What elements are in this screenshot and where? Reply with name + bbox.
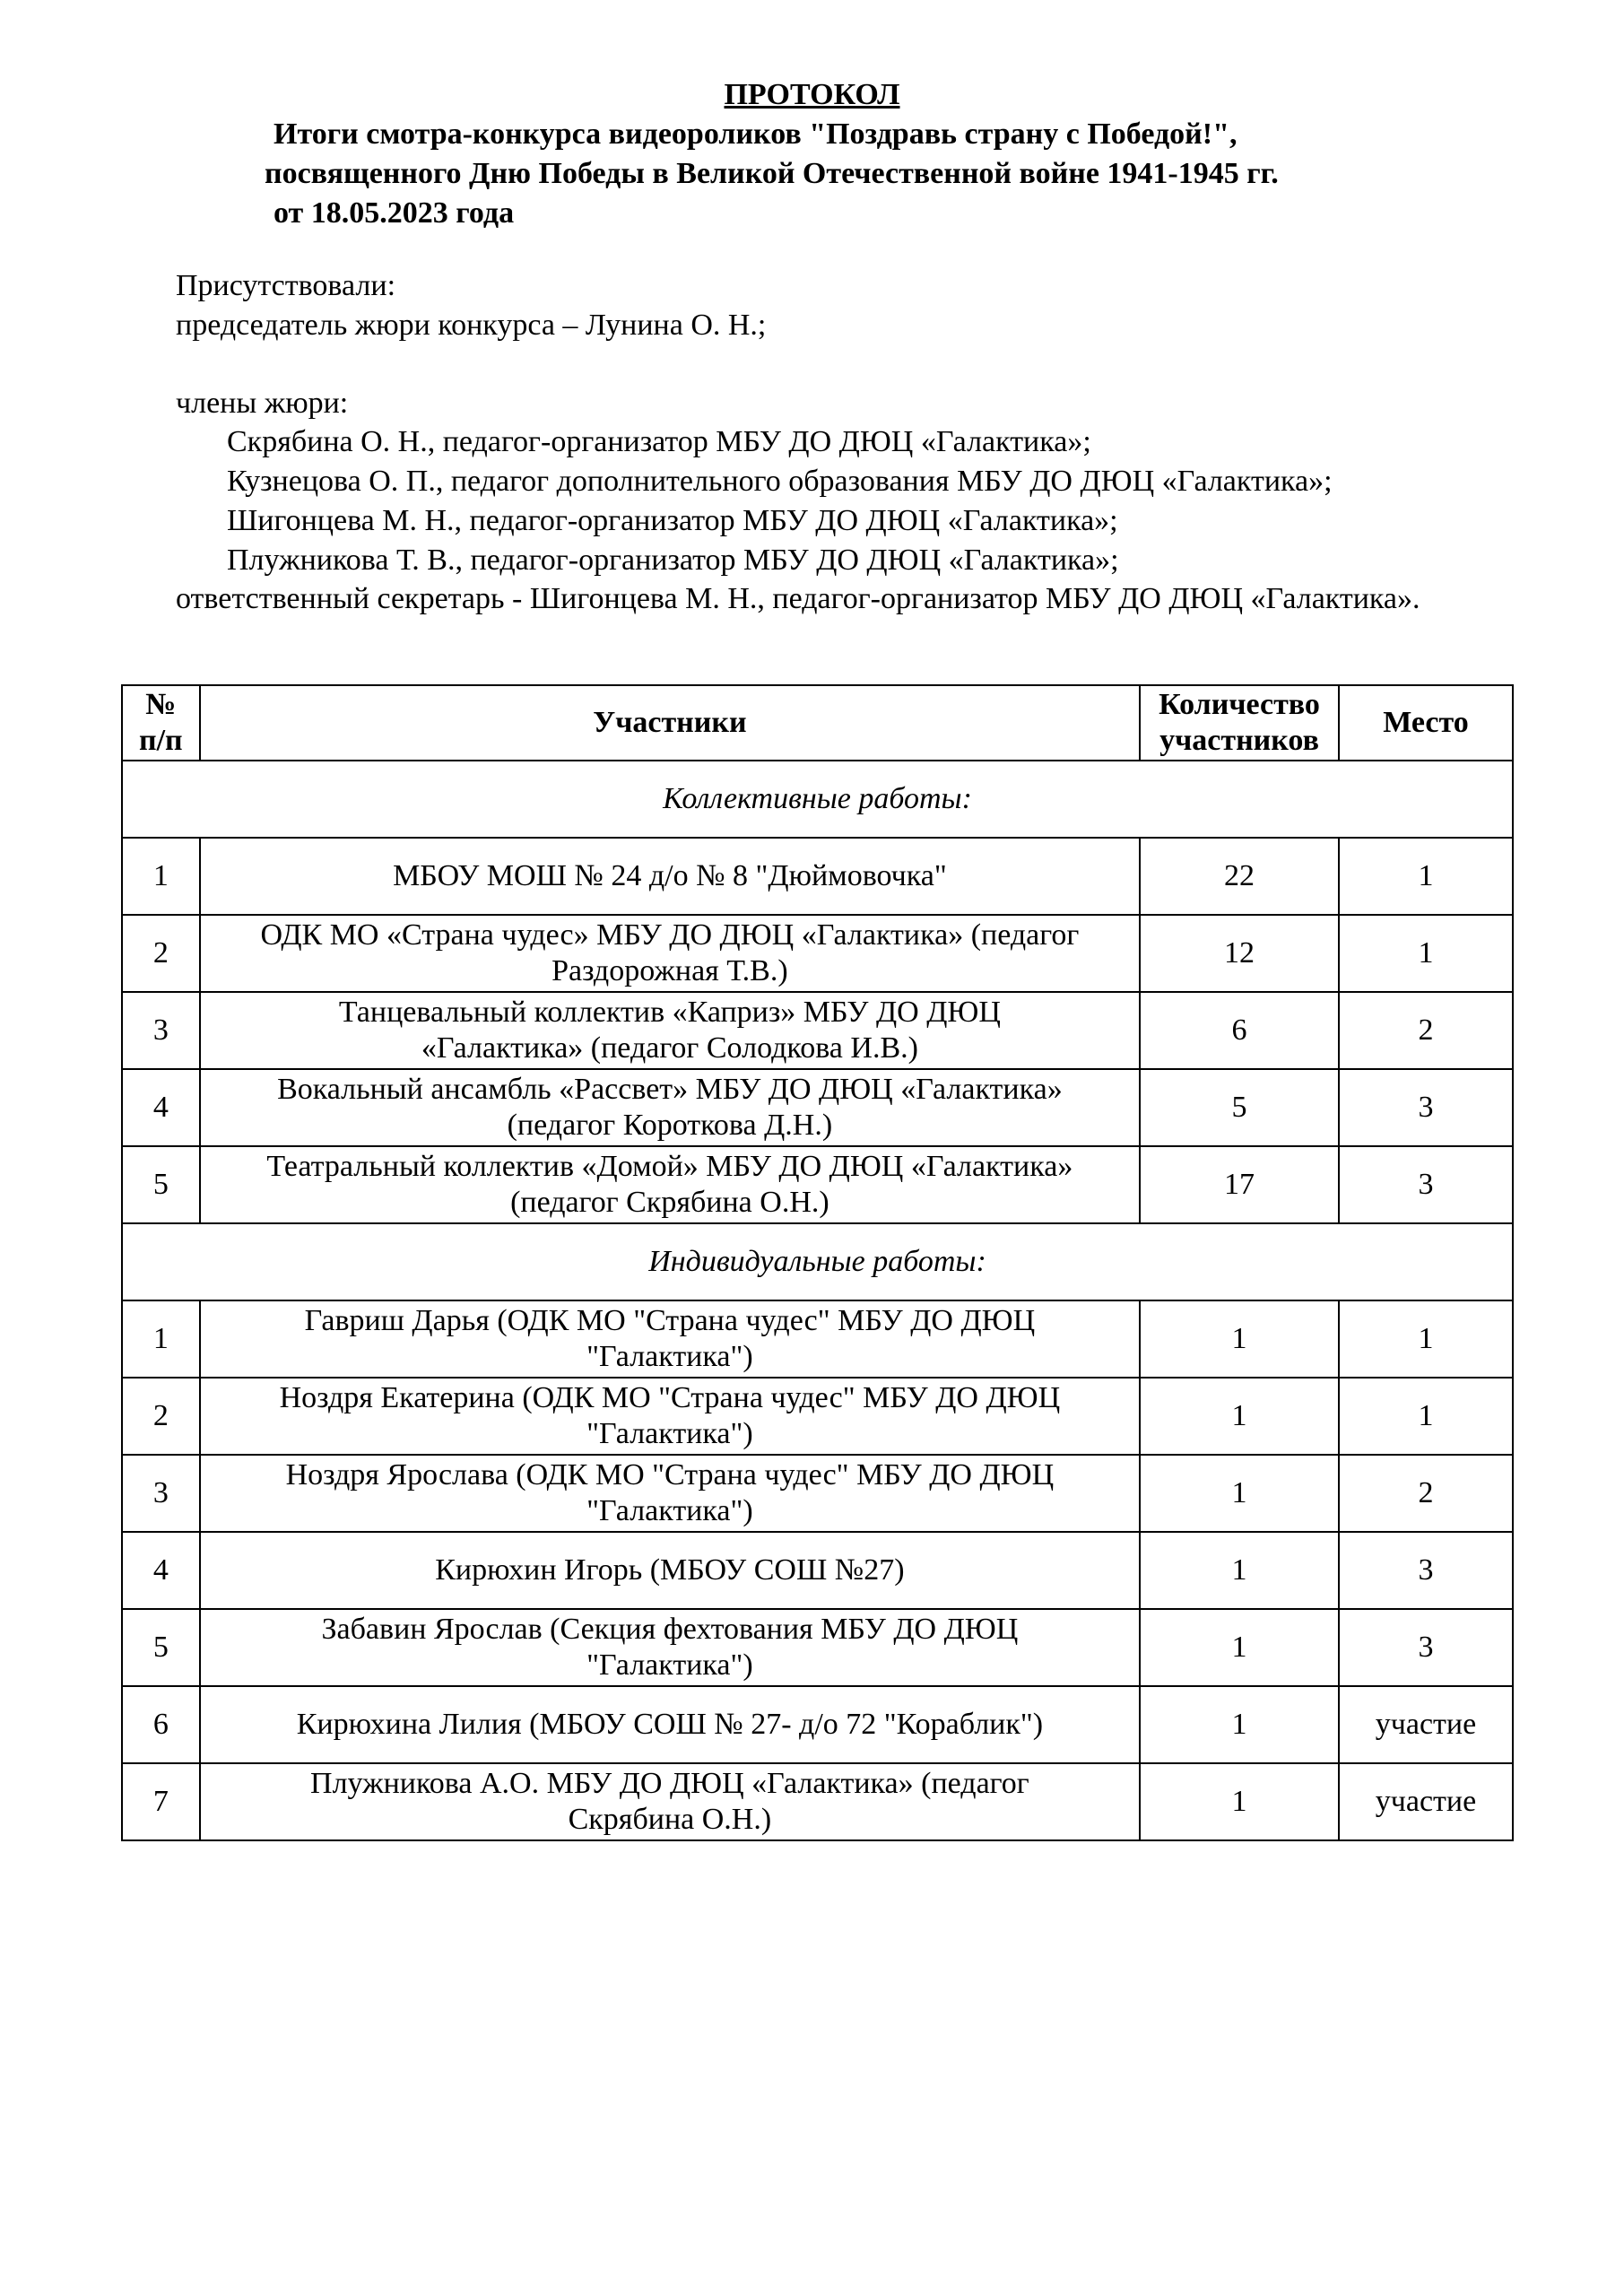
page-title: ПРОТОКОЛ — [724, 78, 900, 111]
row-number: 2 — [122, 915, 200, 992]
jury-member: Скрябина О. Н., педагог-организатор МБУ ДО ДЮЦ «Галактика»; — [227, 425, 1091, 458]
table-row — [122, 1609, 1513, 1686]
jury-members-label: члены жюри: — [176, 387, 349, 420]
participant-line: «Галактика» (педагог Солодкова И.В.) — [421, 1031, 918, 1065]
participant-line: Вокальный ансамбль «Рассвет» МБУ ДО ДЮЦ «Галактика» — [277, 1073, 1063, 1106]
row-participant — [200, 915, 1140, 992]
participant-line: Раздорожная Т.В.) — [551, 954, 788, 987]
section-row-collective — [122, 761, 1513, 838]
header-count-line2: участников — [1159, 724, 1319, 757]
table-row — [122, 1378, 1513, 1455]
row-count: 5 — [1140, 1069, 1339, 1146]
participant-line: Ноздря Ярослава (ОДК МО "Страна чудес" МБУ ДО ДЮЦ — [285, 1458, 1055, 1492]
header-number-line2: п/п — [139, 724, 183, 757]
participant-line: Танцевальный коллектив «Каприз» МБУ ДО ДЮЦ — [338, 996, 1001, 1029]
row-number: 3 — [122, 992, 200, 1069]
row-place: 1 — [1339, 1378, 1513, 1455]
table-row — [122, 915, 1513, 992]
row-number: 1 — [122, 838, 200, 915]
subtitle-line-2: посвященного Дню Победы в Великой Отечественной войне 1941-1945 гг. — [265, 157, 1279, 190]
row-place: 2 — [1339, 992, 1513, 1069]
participant-line: "Галактика") — [586, 1494, 753, 1527]
header-participants: Участники — [200, 685, 1140, 761]
row-participant — [200, 1686, 1140, 1763]
jury-member: Шигонцева М. Н., педагог-организатор МБУ ДО ДЮЦ «Галактика»; — [227, 504, 1118, 537]
jury-member: Кузнецова О. П., педагог дополнительного образования МБУ ДО ДЮЦ «Галактика»; — [227, 465, 1333, 498]
section-row-individual — [122, 1223, 1513, 1300]
row-place: 2 — [1339, 1455, 1513, 1532]
participant-line: МБОУ МОШ № 24 д/о № 8 "Дюймовочка" — [393, 859, 947, 892]
header-number — [122, 685, 200, 761]
header-place: Место — [1339, 685, 1513, 761]
table-row — [122, 1146, 1513, 1223]
header-count — [1140, 685, 1339, 761]
row-place: 3 — [1339, 1069, 1513, 1146]
participant-line: (педагог Скрябина О.Н.) — [510, 1186, 829, 1219]
jury-member: Плужникова Т. В., педагог-организатор МБУ ДО ДЮЦ «Галактика»; — [227, 544, 1119, 577]
row-number: 3 — [122, 1455, 200, 1532]
participant-line: Кирюхин Игорь (МБОУ СОШ №27) — [435, 1553, 905, 1587]
row-participant — [200, 838, 1140, 915]
row-number: 4 — [122, 1069, 200, 1146]
row-count: 1 — [1140, 1609, 1339, 1686]
row-number: 7 — [122, 1763, 200, 1840]
participant-line: Театральный коллектив «Домой» МБУ ДО ДЮЦ «Галактика» — [266, 1150, 1073, 1183]
row-count: 1 — [1140, 1300, 1339, 1378]
header-count-line1: Количество — [1159, 688, 1320, 721]
row-participant — [200, 1455, 1140, 1532]
row-participant — [200, 1763, 1140, 1840]
row-number: 6 — [122, 1686, 200, 1763]
row-number: 5 — [122, 1609, 200, 1686]
participant-line: "Галактика") — [586, 1340, 753, 1373]
participant-line: Забавин Ярослав (Секция фехтования МБУ ДО ДЮЦ — [321, 1613, 1019, 1646]
jury-chair: председатель жюри конкурса – Лунина О. Н.; — [176, 309, 767, 342]
row-participant — [200, 1146, 1140, 1223]
row-place: 3 — [1339, 1609, 1513, 1686]
row-place: 3 — [1339, 1532, 1513, 1609]
table-header-row — [122, 685, 1513, 761]
row-number: 5 — [122, 1146, 200, 1223]
row-number: 2 — [122, 1378, 200, 1455]
subtitle-line-1: Итоги смотра-конкурса видеороликов "Поздравь страну с Победой!", — [274, 117, 1238, 151]
row-place: участие — [1339, 1763, 1513, 1840]
table-row — [122, 1069, 1513, 1146]
row-participant — [200, 992, 1140, 1069]
participant-line: Плужникова А.О. МБУ ДО ДЮЦ «Галактика» (педагог — [310, 1767, 1029, 1800]
section-label-collective: Коллективные работы: — [122, 761, 1513, 838]
present-label: Присутствовали: — [176, 269, 396, 302]
row-count: 1 — [1140, 1378, 1339, 1455]
row-count: 1 — [1140, 1686, 1339, 1763]
table-row — [122, 1532, 1513, 1609]
row-place: 1 — [1339, 915, 1513, 992]
jury-secretary: ответственный секретарь - Шигонцева М. Н., педагог-организатор МБУ ДО ДЮЦ «Галактика». — [176, 582, 1420, 615]
row-count: 12 — [1140, 915, 1339, 992]
table-row — [122, 1300, 1513, 1378]
participant-line: "Галактика") — [586, 1417, 753, 1450]
table-row — [122, 838, 1513, 915]
row-number: 4 — [122, 1532, 200, 1609]
participant-line: (педагог Короткова Д.Н.) — [507, 1109, 833, 1142]
row-count: 1 — [1140, 1455, 1339, 1532]
row-count: 6 — [1140, 992, 1339, 1069]
row-participant — [200, 1069, 1140, 1146]
table-row — [122, 1763, 1513, 1840]
row-count: 17 — [1140, 1146, 1339, 1223]
row-participant — [200, 1378, 1140, 1455]
table-row — [122, 992, 1513, 1069]
row-participant — [200, 1609, 1140, 1686]
participant-line: Гавриш Дарья (ОДК МО "Страна чудес" МБУ ДО ДЮЦ — [304, 1304, 1036, 1337]
row-count: 1 — [1140, 1532, 1339, 1609]
participant-line: "Галактика") — [586, 1648, 753, 1682]
section-label-individual: Индивидуальные работы: — [122, 1223, 1513, 1300]
row-count: 22 — [1140, 838, 1339, 915]
row-place: 1 — [1339, 1300, 1513, 1378]
table-row — [122, 1455, 1513, 1532]
subtitle-date: от 18.05.2023 года — [274, 196, 515, 230]
row-place: 1 — [1339, 838, 1513, 915]
row-number: 1 — [122, 1300, 200, 1378]
row-place: участие — [1339, 1686, 1513, 1763]
participant-line: Ноздря Екатерина (ОДК МО "Страна чудес" МБУ ДО ДЮЦ — [279, 1381, 1061, 1414]
results-table — [121, 684, 1514, 1841]
header-number-line1: № — [145, 688, 177, 721]
row-place: 3 — [1339, 1146, 1513, 1223]
row-count: 1 — [1140, 1763, 1339, 1840]
participant-line: Кирюхина Лилия (МБОУ СОШ № 27- д/о 72 "Кораблик") — [296, 1708, 1044, 1741]
participant-line: Скрябина О.Н.) — [568, 1803, 772, 1836]
row-participant — [200, 1300, 1140, 1378]
row-participant — [200, 1532, 1140, 1609]
table-row — [122, 1686, 1513, 1763]
participant-line: ОДК МО «Страна чудес» МБУ ДО ДЮЦ «Галактика» (педагог — [260, 918, 1080, 952]
